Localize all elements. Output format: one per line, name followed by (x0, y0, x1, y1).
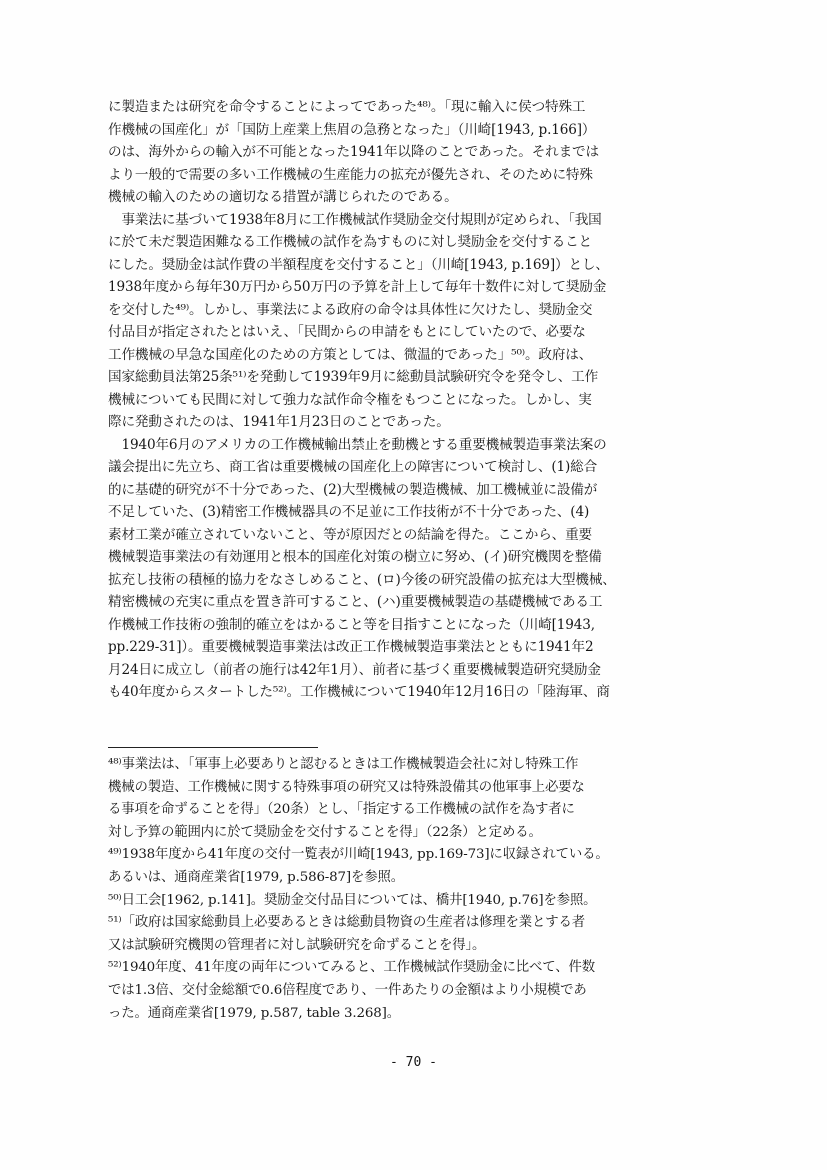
footnote-line: ⁴⁸⁾事業法は、「軍事上必要ありと認むるときは工作機械製造会社に対し特殊工作 (108, 757, 579, 772)
body-line: 付品目が指定されたとはいえ、「民間からの申請をもとにしていたので、必要な (108, 324, 586, 340)
body-line: に於て未だ製造困難なる工作機械の試作を為すものに対し奨励金を交付すること (108, 234, 592, 250)
body-line: 素材工業が確立されていないこと、等が原因だとの結論を得た。ここから、重要 (108, 526, 592, 543)
page-number: - 70 - (390, 1055, 437, 1070)
body-line: より一般的で需要の多い工作機械の生産能力の拡充が優先され、そのために特殊 (108, 166, 593, 183)
footnote-line: あるいは、通商産業省[1979, p.586-87]を参照。 (108, 869, 404, 885)
body-line: 1940年6月のアメリカの工作機械輸出禁止を動機とする重要機械製造事業法案の (108, 436, 607, 453)
footnote-line: では1.3倍、交付金総額で0.6倍程度であり、一件あたりの金額はより小規模であ (108, 982, 587, 998)
footnote-line: 機械の製造、工作機械に関する特殊事項の研究又は特殊設備其の他軍事上必要な (108, 779, 585, 795)
body-line: 1938年度から毎年30万円から50万円の予算を計上して毎年十数件に対して奨励金 (108, 279, 607, 295)
body-line: 工作機械の早急な国産化のための方策としては、微温的であった」⁵⁰⁾。政府は、 (108, 346, 593, 363)
body-line: 事業法に基づいて1938年8月に工作機械試作奨励金交付規則が定められ、「我国 (108, 211, 602, 228)
footnote-line: った。通商産業省[1979, p.587, table 3.268]。 (108, 1005, 400, 1021)
body-line: 拡充し技術の積極的協力をなさしめること、(ロ)今後の研究設備の拡充は大型機械、 (108, 571, 616, 588)
body-line: 作機械の国産化」が「国防上産業上焦眉の急務となった」（川崎[1943, p.166]） (108, 121, 596, 138)
body-line: 機械製造事業法の有効運用と根本的国産化対策の樹立に努め、(イ)研究機関を整備 (108, 549, 602, 565)
body-line: 機械の輸入のための適切なる措置が講じられたのである。 (108, 189, 458, 205)
body-line: 議会提出に先立ち、商工省は重要機械の国産化上の障害について検討し、(1)総合 (108, 459, 598, 475)
footnote-line: ⁵²⁾1940年度、41年度の両年についてみると、工作機械試作奨励金に比べて、件数 (108, 960, 595, 976)
footnotes (108, 754, 714, 1025)
body-line: 不足していた、(3)精密工作機械器具の不足並に工作技術が不十分であった、(4) (108, 504, 590, 520)
footnote-line: ⁵¹⁾「政府は国家総動員上必要あるときは総動員物資の生産者は修理を業とする者 (108, 915, 585, 931)
body-line: pp.229-31]）。重要機械製造事業法は改正工作機械製造事業法とともに1941年2 (108, 639, 594, 655)
body-line: 的に基礎的研究が不十分であった、(2)大型機械の製造機械、加工機械並に設備が (108, 481, 598, 498)
footnote-line: ⁴⁹⁾1938年度から41年度の交付一覧表が川崎[1943, pp.169-73]に収録されている。 (108, 847, 609, 863)
footnote-separator (108, 747, 318, 748)
body-line: に製造または研究を命令することによってであった⁴⁸⁾。「現に輸入に侯つ特殊工 (108, 99, 586, 115)
body-line: のは、海外からの輸入が不可能となった1941年以降のことであった。それまでは (108, 144, 599, 160)
body-line: 月24日に成立し（前者の施行は42年1月）、前者に基づく重要機械製造研究奨励金 (108, 661, 601, 678)
body-line: を交付した⁴⁹⁾。しかし、事業法による政府の命令は具体性に欠けたし、奨励金交 (108, 301, 593, 318)
body-text (108, 96, 714, 704)
body-line: 作機械工作技術の強制的確立をはかること等を目指すことになった（川崎[1943, (108, 616, 595, 633)
body-line: 機械についても民間に対して強力な試作命令権をもつことになった。しかし、実 (108, 391, 592, 408)
body-line: 国家総動員法第25条⁵¹⁾を発動して1939年9月に総動員試験研究令を発令し、工作 (108, 369, 599, 385)
body-line: 際に発動されたのは、1941年1月23日のことであった。 (108, 414, 450, 430)
footnote-line: る事項を命ずることを得」（20条）とし、「指定する工作機械の試作を為す者に (108, 802, 575, 818)
body-line: も40年度からスタートした⁵²⁾。工作機械について1940年12月16日の「陸海軍、商 (108, 684, 610, 700)
body-line: 精密機械の充実に重点を置き許可すること、(ハ)重要機械製造の基礎機械である工 (108, 594, 603, 610)
footnote-line: ⁵⁰⁾日工会[1962, p.141]。奨励金交付品目については、橋井[1940, p.76]を参照。 (108, 892, 597, 908)
footnote-line: 対し予算の範囲内に於て奨励金を交付することを得」（22条）と定める。 (108, 824, 542, 840)
body-line: にした。奨励金は試作費の半額程度を交付すること」（川崎[1943, p.169]）とし、 (108, 256, 609, 273)
footnote-line: 又は試験研究機関の管理者に対し試験研究を命ずることを得」。 (108, 937, 486, 953)
